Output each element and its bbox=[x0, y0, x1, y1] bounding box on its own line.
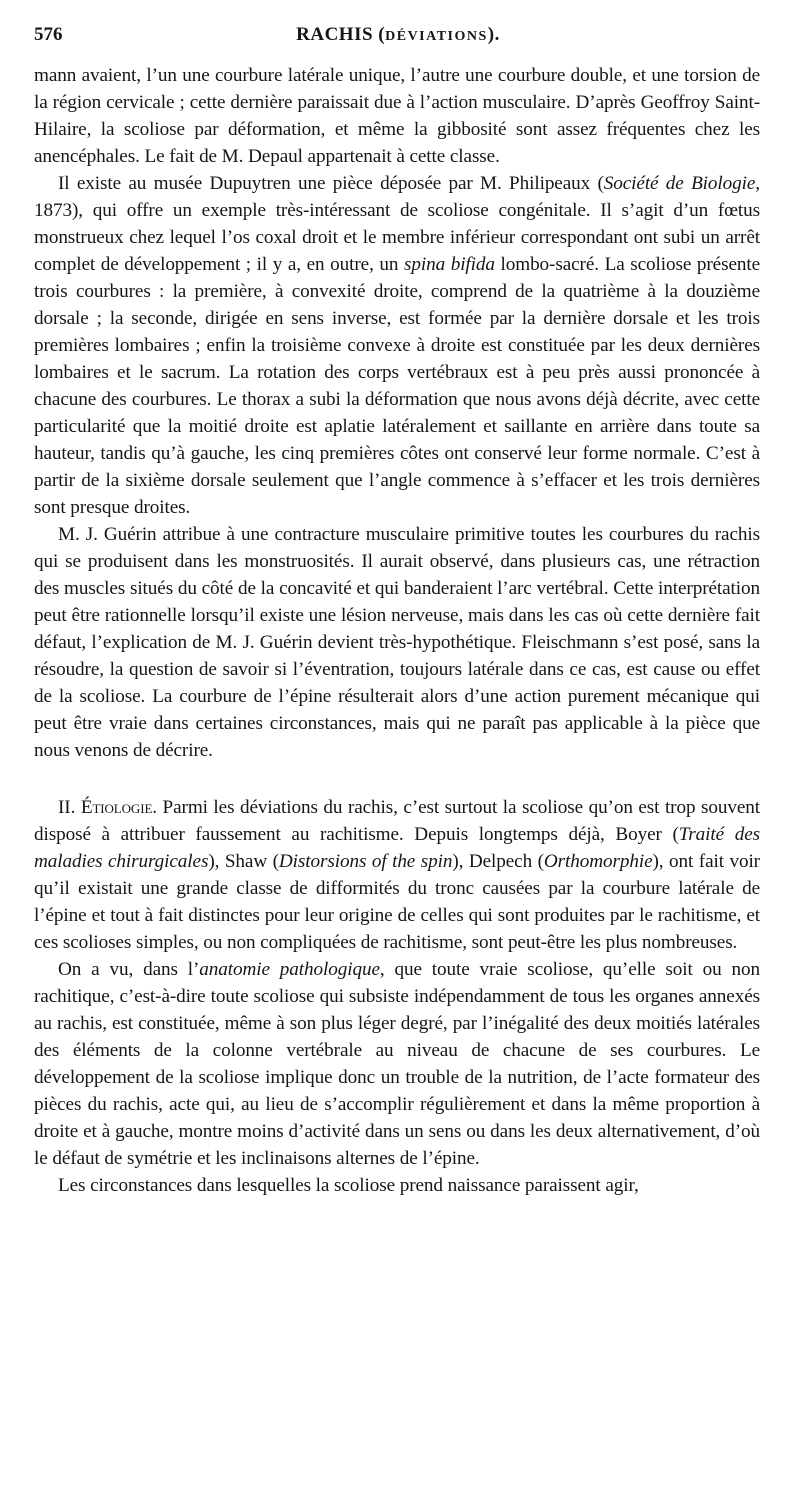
page-body bbox=[34, 62, 760, 1199]
term-spina-bifida: spina bifida bbox=[404, 254, 495, 275]
running-title-end: ). bbox=[487, 24, 500, 45]
section-heading: Étiologie. bbox=[80, 797, 157, 818]
paragraph-anatomie: On a vu, dans l’anatomie pathologique, que toute vraie scoliose, qu’elle soit ou non rachitique, c’est-à-dire toute scoliose qui subsiste indépendamment de tous les organes annexés au rachis, est constituée, même à son plus léger degré, par l’inégalité des deux moitiés latérales des éléments de la colonne vertébrale au niveau de chacune de ses courbures. Le développement de la scoliose implique donc un trouble de la nutrition, de l’acte formateur des pièces du rachis, acte qui, au lieu de s’accomplir régulièrement et dans la même proportion à droite et à gauche, montre moins d’activité dans un sens ou dans les deux alternativement, d’où le défaut de symétrie et les inclinaisons alternes de l’épine. bbox=[34, 959, 760, 1169]
running-title-main: RACHIS ( bbox=[296, 24, 386, 45]
page-header bbox=[34, 24, 762, 54]
citation-boyer: Traité des maladies chirurgicales bbox=[34, 824, 760, 872]
paragraph-guerin: M. J. Guérin attribue à une contracture musculaire primitive toutes les courbures du rachis qui se produisent dans les monstruosités. Il aurait observé, dans plusieurs cas, une rétraction des muscles situés du côté de la concavité et qui banderaient l’arc vertébral. Cette interprétation peut être rationnelle lorsqu’il existe une lésion nerveuse, mais dans les cas où cette dernière fait défaut, l’explication de M. J. Guérin devient très-hypothétique. Fleischmann s’est posé, sans la résoudre, la question de savoir si l’éventration, toujours latérale dans ce cas, est cause ou effet de la scoliose. La courbure de l’épine résulterait alors d’une action purement mécanique qui peut être vraie dans certaines circonstances, mais qui ne paraît pas applicable à la pièce que nous venons de décrire. bbox=[34, 524, 760, 761]
section-number: II. bbox=[58, 797, 81, 818]
running-title-sub: DÉVIATIONS bbox=[385, 29, 488, 44]
paragraph-etiologie: II. Étiologie. Parmi les déviations du rachis, c’est surtout la scoliose qu’on est trop souvent disposé à attribuer faussement au rachitisme. Depuis longtemps déjà, Boyer (Traité des maladies chirurgicales), Shaw (Distorsions of the spin), Delpech (Orthomorphie), ont fait voir qu’il existait une grande classe de difformités du tronc causées par la courbure latérale de l’épine et tout à fait distinctes pour leur origine de celles qui sont produites par le rachitisme, et ces scolioses simples, ou non compliquées de rachitisme, sont peut-être les plus nombreuses. bbox=[34, 797, 760, 953]
page-number: 576 bbox=[34, 24, 63, 45]
paragraph-circonstances: Les circonstances dans lesquelles la scoliose prend naissance paraissent agir, bbox=[58, 1175, 639, 1196]
citation-shaw: Distorsions of the spin bbox=[278, 851, 453, 872]
paragraph-continuation: mann avaient, l’un une courbure latérale unique, l’autre une courbure double, et une torsion de la région cervicale ; cette dernière paraissait due à l’action musculaire. D’après Geoffroy Saint-Hilaire, la scoliose par déformation, et même la gibbosité sont assez fréquentes chez les anencéphales. Le fait de M. Depaul appartenait à cette classe. bbox=[34, 65, 760, 167]
citation-delpech: Orthomorphie bbox=[543, 851, 653, 872]
term-anatomie-pathologique: anatomie pathologique bbox=[199, 959, 380, 980]
citation-societe-biologie: Société de Biologie bbox=[603, 173, 756, 194]
running-title bbox=[34, 24, 762, 46]
paragraph-dupuytren-specimen: Il existe au musée Dupuytren une pièce déposée par M. Philipeaux (Société de Biologie, 1873), qui offre un exemple très-intéressant de scoliose congénitale. Il s’agit d’un fœtus monstrueux chez lequel l’os coxal droit et le membre inférieur correspondant ont subi un arrêt complet de développement ; il y a, en outre, un spina bifida lombo-sacré. La scoliose présente trois courbures : la première, à convexité droite, comprend de la quatrième à la douzième dorsale ; la seconde, dirigée en sens inverse, est formée par la dernière dorsale et les trois premières lombaires ; enfin la troisième convexe à droite est constituée par les deux dernières lombaires et le sacrum. La rotation des corps vertébraux est à peu près aussi prononcée à chacune des courbures. Le thorax a subi la déformation que nous avons déjà décrite, avec cette particularité que la moitié droite est aplatie latéralement et saillante en arrière dans toute sa hauteur, tandis qu’à gauche, les cinq premières côtes ont conservé leur forme normale. C’est à partir de la sixième dorsale seulement que l’angle commence à s’effacer et les trois dernières sont presque droites. bbox=[34, 173, 760, 518]
